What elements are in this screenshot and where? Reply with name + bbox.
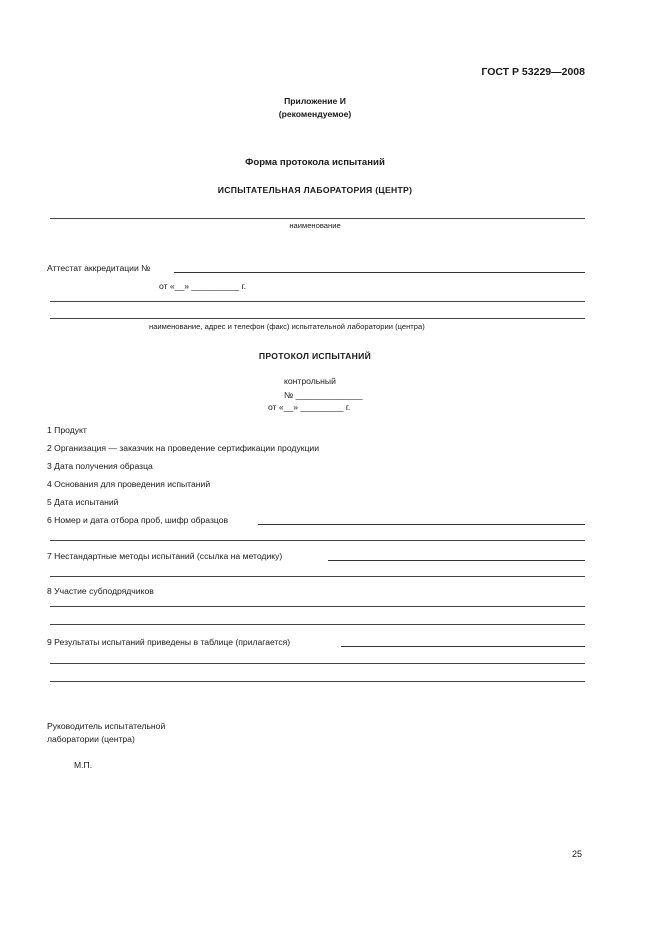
subcontractors-line-2 xyxy=(50,624,585,625)
appendix-status: (рекомендуемое) xyxy=(278,109,352,119)
subcontractors-line-1 xyxy=(50,606,585,607)
accreditation-date: от «__» __________ г. xyxy=(159,281,247,291)
item-receipt-date: 3 Дата получения образца xyxy=(47,461,153,471)
item-subcontractors: 8 Участие субподрядчиков xyxy=(47,586,154,596)
lab-name-line xyxy=(50,218,585,219)
accreditation-label: Аттестат аккредитации № xyxy=(47,263,151,273)
protocol-type: контрольный xyxy=(284,376,336,386)
standard-code: ГОСТ Р 53229—2008 xyxy=(481,66,585,78)
item-methods: 7 Нестандартные методы испытаний (ссылка на методику) xyxy=(47,551,283,561)
item-product: 1 Продукт xyxy=(47,425,87,435)
protocol-date: от «__» _________ г. xyxy=(268,402,351,412)
appendix-title: Приложение И xyxy=(284,96,346,106)
item-organization: 2 Организация — заказчик на проведение сертификации продукции xyxy=(47,443,320,453)
address-line-1 xyxy=(50,301,585,302)
address-line-2 xyxy=(50,318,585,319)
address-caption: наименование, адрес и телефон (факс) испытательной лаборатории (центра) xyxy=(149,322,425,331)
page-number: 25 xyxy=(572,849,583,859)
methods-line-1 xyxy=(328,560,585,561)
stamp-label: М.П. xyxy=(74,760,93,770)
signature-line-2: лаборатории (центра) xyxy=(47,734,135,744)
protocol-number: № ______________ xyxy=(284,390,363,400)
sampling-line-1 xyxy=(258,524,585,525)
accreditation-number-line xyxy=(174,272,585,273)
results-line-1 xyxy=(341,646,585,647)
methods-line-2 xyxy=(50,576,585,577)
form-title: Форма протокола испытаний xyxy=(245,157,385,168)
item-sampling: 6 Номер и дата отбора проб, шифр образцов xyxy=(47,515,229,525)
protocol-title: ПРОТОКОЛ ИСПЫТАНИЙ xyxy=(258,351,372,361)
sampling-line-2 xyxy=(50,540,585,541)
signature-line-1: Руководитель испытательной xyxy=(47,721,166,731)
results-line-3 xyxy=(50,681,585,682)
item-test-date: 5 Дата испытаний xyxy=(47,497,119,507)
item-grounds: 4 Основания для проведения испытаний xyxy=(47,479,211,489)
lab-name-caption: наименование xyxy=(289,221,341,230)
lab-heading: ИСПЫТАТЕЛЬНАЯ ЛАБОРАТОРИЯ (ЦЕНТР) xyxy=(217,185,413,195)
results-line-2 xyxy=(50,663,585,664)
item-results: 9 Результаты испытаний приведены в таблице (прилагается) xyxy=(47,637,291,647)
